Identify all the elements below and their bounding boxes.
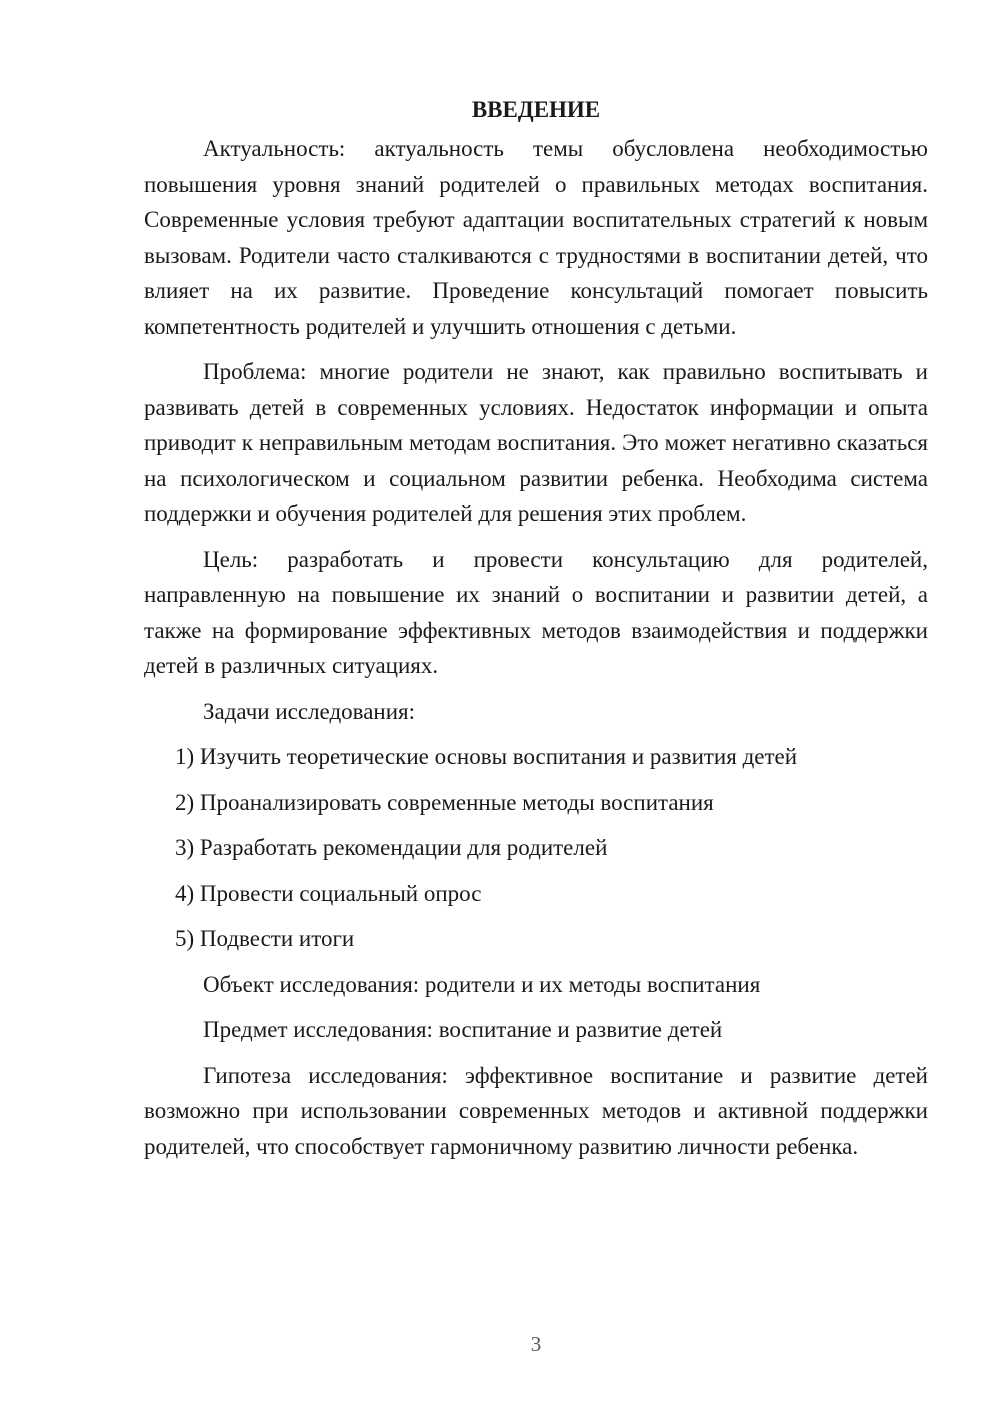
subject-paragraph: Предмет исследования: воспитание и развитие детей (203, 1017, 723, 1042)
object-paragraph: Объект исследования: родители и их методы воспитания (203, 971, 761, 997)
relevance-paragraph: Актуальность: актуальность темы обусловлена необходимостью повышения уровня знаний родителей о правильных методах воспитания. Современные условия требуют адаптации воспитательных стратегий к новым вызовам. Родители часто сталкиваются с трудностями в воспитании детей, что влияет на их развитие. Проведение консультаций помогает повысить компетентность родителей и улучшить отношения с детьми. (144, 136, 928, 339)
list-item: 3) Разработать рекомендации для родителей (175, 835, 608, 860)
list-item: 1) Изучить теоретические основы воспитания и развития детей (175, 744, 798, 769)
goal-paragraph: Цель: разработать и провести консультацию для родителей, направленную на повышение их знаний о воспитании и развитии детей, а также на формирование эффективных методов взаимодействия и поддержки детей в различных ситуациях. (144, 546, 928, 678)
list-item: 2) Проанализировать современные методы воспитания (175, 789, 714, 815)
tasks-label: Задачи исследования: (203, 698, 416, 724)
tasks-list (144, 739, 928, 957)
page-title: ВВЕДЕНИЕ (471, 97, 601, 122)
list-item: 5) Подвести итоги (175, 926, 355, 951)
problem-paragraph: Проблема: многие родители не знают, как правильно воспитывать и развивать детей в современных условиях. Недостаток информации и опыта приводит к неправильным методам воспитания. Это может негативно сказаться на психологическом и социальном развитии ребенка. Необходима система поддержки и обучения родителей для решения этих проблем. (144, 359, 928, 526)
hypothesis-paragraph: Гипотеза исследования: эффективное воспитание и развитие детей возможно при использовании современных методов и активной поддержки родителей, что способствует гармоничному развитию личности ребенка. (144, 1062, 928, 1159)
list-item: 4) Провести социальный опрос (175, 880, 482, 906)
document-page (144, 92, 928, 1174)
page-number: 3 (530, 1332, 542, 1356)
